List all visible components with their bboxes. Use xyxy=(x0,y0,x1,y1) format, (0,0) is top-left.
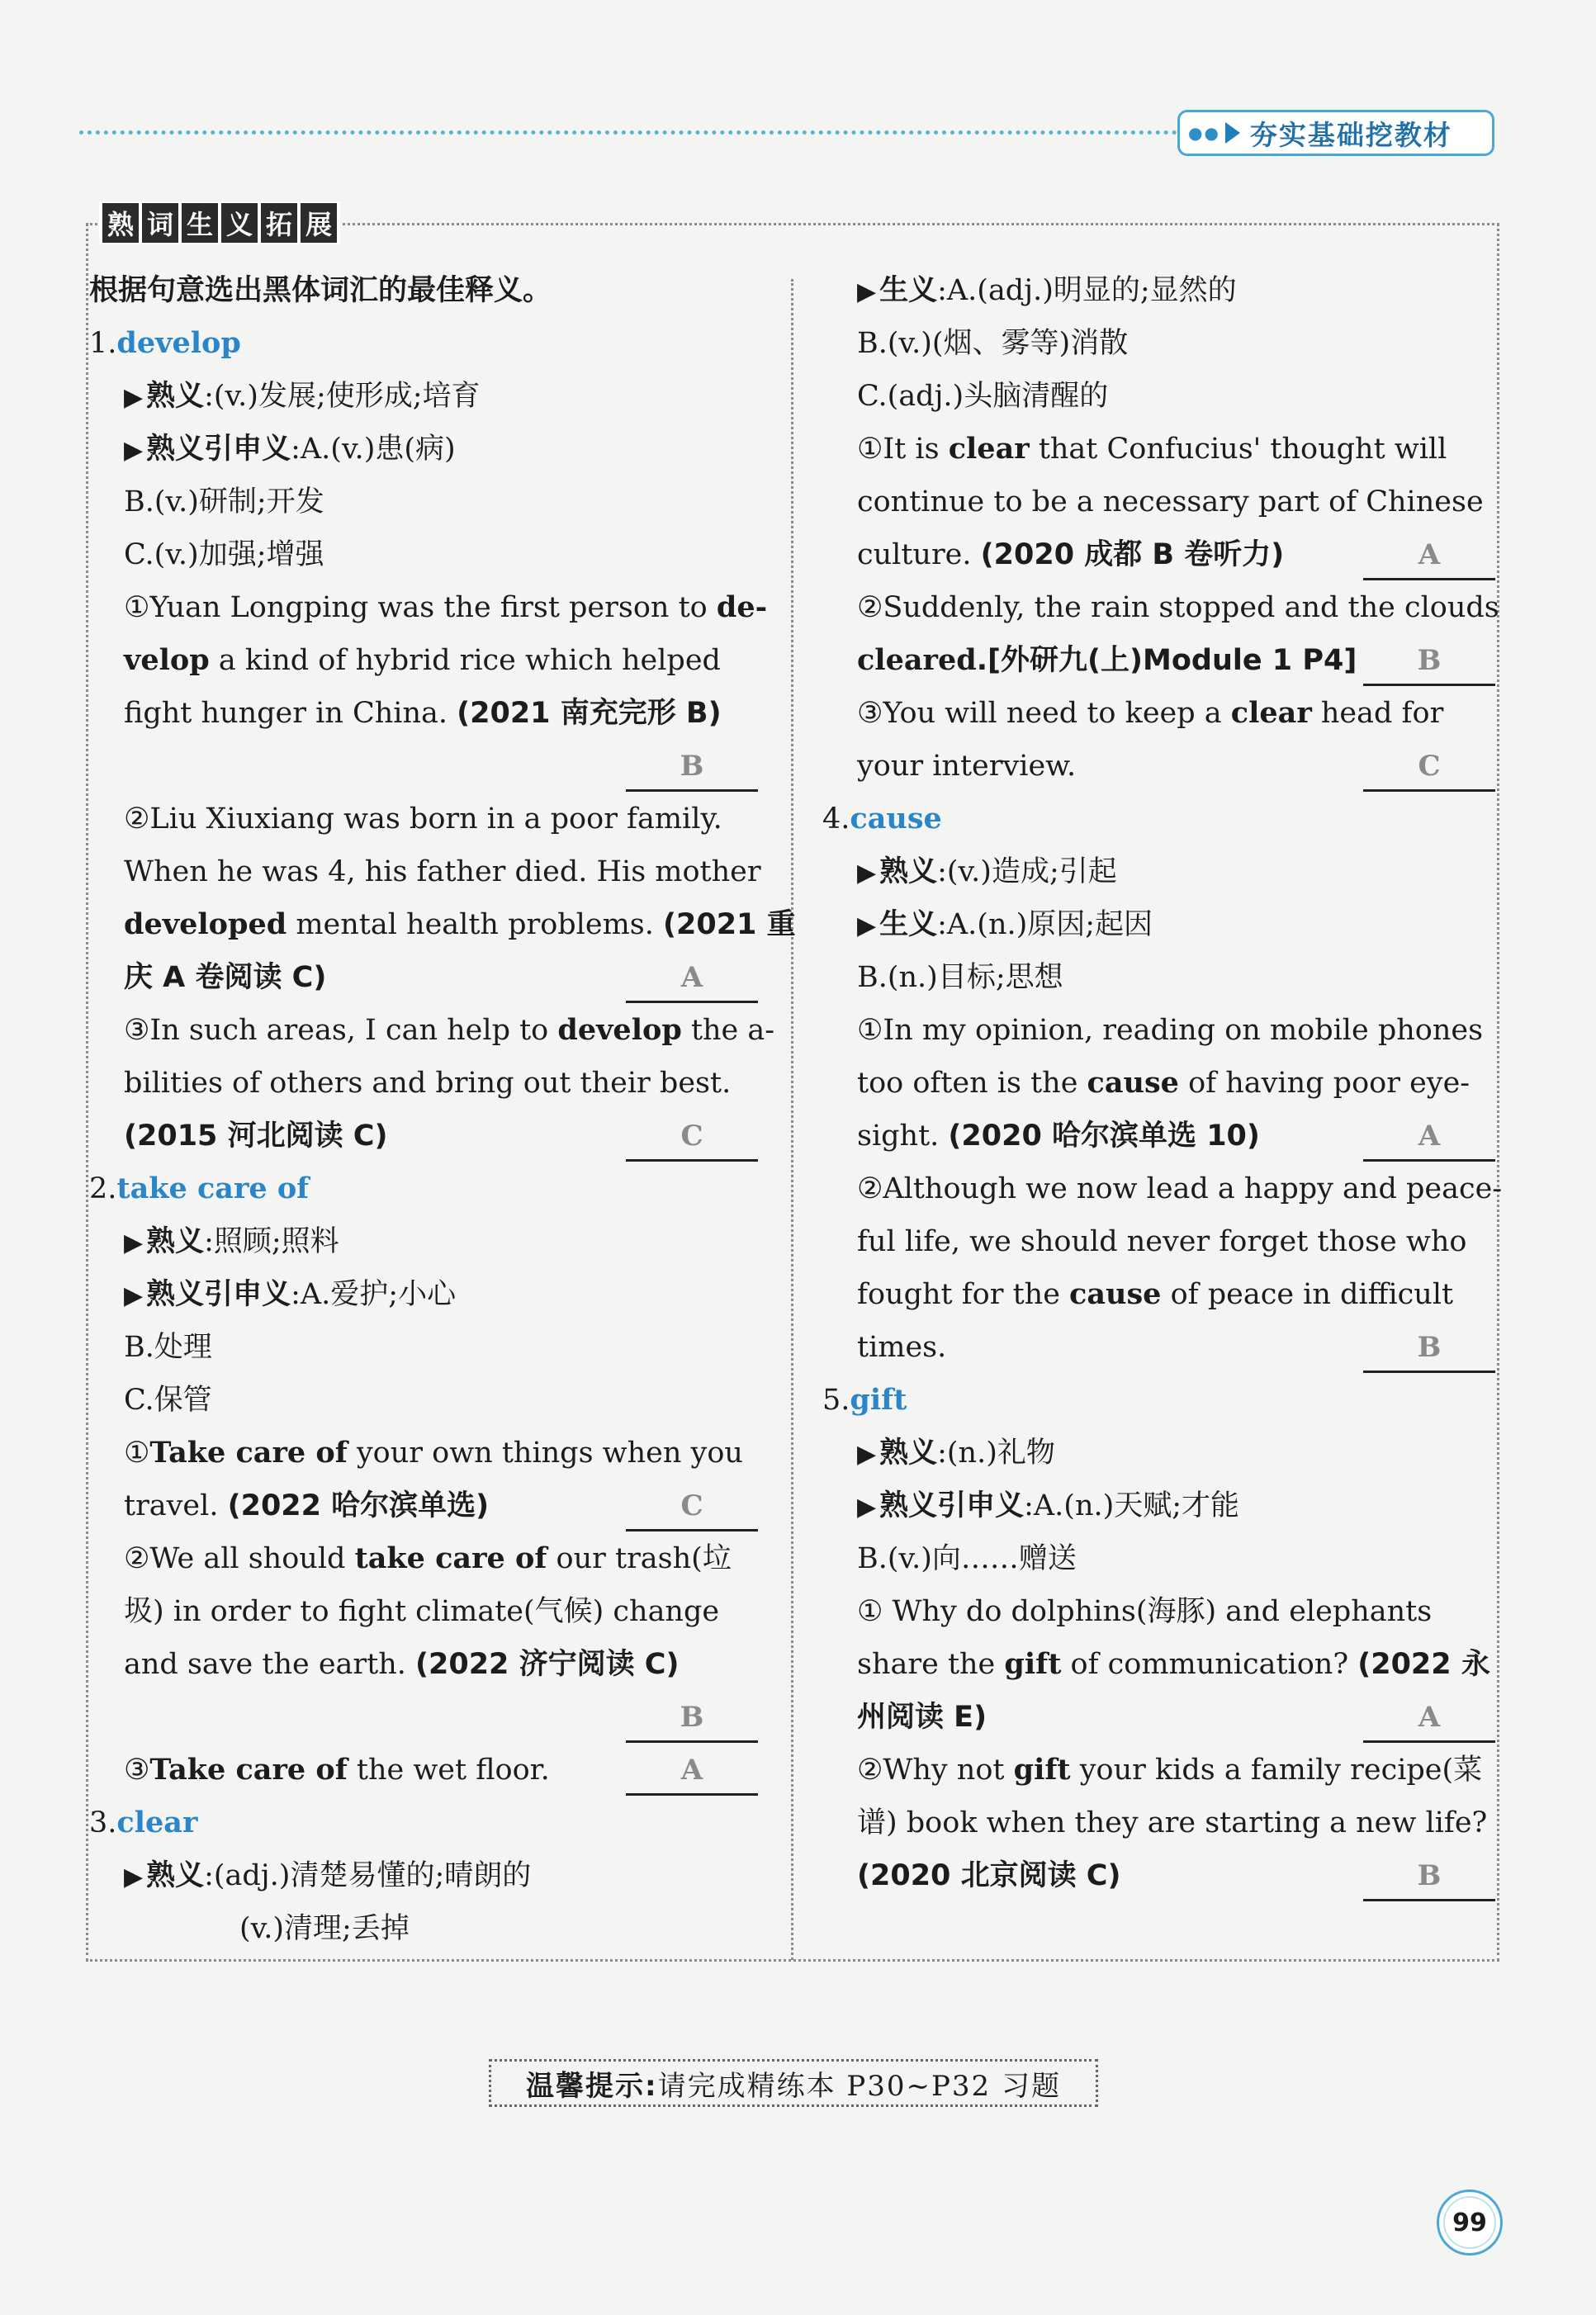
answer-blank: A xyxy=(1363,1110,1495,1162)
meaning-line: ▶ 熟义引申义:A.(n.)天赋;才能 xyxy=(857,1489,1240,1522)
instruction: 根据句意选出黑体词汇的最佳释义。 xyxy=(89,274,552,307)
reminder-tip xyxy=(489,2059,1098,2107)
example-line: ①Take care of your own things when you xyxy=(124,1436,743,1470)
source-tag: (2022 永 xyxy=(1357,1648,1490,1681)
source-tag: (2020 成都 B 卷听力) xyxy=(980,538,1285,571)
source-tag: .[外研九(上)Module 1 P4] xyxy=(976,644,1357,677)
meaning-line: ▶ 熟义引申义:A.爱护;小心 xyxy=(124,1278,457,1311)
section-title-char: 展 xyxy=(301,203,337,243)
example-line: too often is the cause of having poor eye- xyxy=(857,1066,1470,1100)
example-line: share the gift of communication? (2022 永 xyxy=(857,1647,1490,1681)
example-line: and save the earth. (2022 济宁阅读 C) xyxy=(124,1648,680,1681)
example-line: cleared.[外研九(上)Module 1 P4] B xyxy=(822,634,1495,687)
header-tag-text: 夯实基础挖教材 xyxy=(1249,118,1452,151)
triangle-icon: ▶ xyxy=(857,277,877,306)
headword: develop xyxy=(116,326,241,360)
header-dotted-rule xyxy=(79,130,1177,135)
triangle-icon: ▶ xyxy=(124,1229,144,1257)
meaning-line: B.(v.)(烟、雾等)消散 xyxy=(857,327,1129,360)
source-tag: (2022 哈尔滨单选) xyxy=(227,1489,490,1522)
example-line: ②Liu Xiuxiang was born in a poor family. xyxy=(124,802,722,836)
example-line: ②We all should take care of our trash(垃 xyxy=(124,1541,732,1575)
answer-blank: B xyxy=(1363,1849,1495,1901)
example-line: developed mental health problems. (2021 重 xyxy=(124,907,796,941)
triangle-icon: ▶ xyxy=(124,1863,144,1891)
item-heading: 5.gift xyxy=(822,1383,907,1417)
headword: clear xyxy=(116,1806,198,1839)
meaning-line: ▶ 生义:A.(adj.)明显的;显然的 xyxy=(857,274,1237,307)
answer-blank: A xyxy=(1363,1691,1495,1743)
source-tag: (2022 济宁阅读 C) xyxy=(415,1648,680,1681)
meaning-line: B.(n.)目标;思想 xyxy=(857,961,1063,994)
example-line: fought for the cause of peace in difficult xyxy=(857,1277,1454,1311)
section-title-char: 词 xyxy=(142,203,178,243)
example-line: When he was 4, his father died. His mother xyxy=(124,855,761,888)
example-line: sight. (2020 哈尔滨单选 10) A xyxy=(822,1110,1495,1162)
item-heading: 4.cause xyxy=(822,802,942,836)
meaning-line: ▶ 熟义:照顾;照料 xyxy=(124,1225,339,1258)
answer-line xyxy=(89,1691,758,1744)
example-line xyxy=(89,951,758,1004)
source-tag: (2020 哈尔滨单选 10) xyxy=(948,1120,1260,1153)
answer-blank: C xyxy=(626,1479,758,1531)
page-number: 99 xyxy=(1437,2190,1503,2256)
meaning-line: B.(v.)研制;开发 xyxy=(124,485,324,518)
meaning-line: C.保管 xyxy=(124,1384,212,1417)
answer-blank: B xyxy=(1363,1321,1495,1373)
item-heading: 1.develop xyxy=(89,326,241,360)
example-line: ②Suddenly, the rain stopped and the clouds xyxy=(857,591,1499,624)
example-line: ful life, we should never forget those who xyxy=(857,1225,1467,1258)
example-line: ②Although we now lead a happy and peace- xyxy=(857,1172,1503,1205)
answer-blank: B xyxy=(626,740,758,792)
section-title-char: 拓 xyxy=(261,203,297,243)
headword: take care of xyxy=(116,1172,310,1205)
meaning-line: B.处理 xyxy=(124,1331,212,1364)
answer-blank: C xyxy=(626,1110,758,1162)
meaning-line: B.(v.)向……赠送 xyxy=(857,1542,1077,1575)
right-column xyxy=(822,264,1503,1902)
example-line: velop a kind of hybrid rice which helped xyxy=(124,643,721,677)
example-line: ①In my opinion, reading on mobile phones xyxy=(857,1014,1484,1047)
source-tag: (2020 北京阅读 C) xyxy=(857,1859,1121,1892)
answer-blank: B xyxy=(626,1691,758,1743)
example-line xyxy=(822,1849,1495,1902)
arrow-right-icon xyxy=(1225,122,1240,144)
dots-icon: ●● xyxy=(1188,123,1220,143)
meaning-line: ▶ 生义:A.(n.)原因;起因 xyxy=(857,908,1153,941)
tip-text: 请完成精练本 P30~P32 习题 xyxy=(657,2069,1061,2103)
triangle-icon: ▶ xyxy=(857,911,877,940)
answer-blank: C xyxy=(1363,740,1495,792)
meaning-line: C.(adj.)头脑清醒的 xyxy=(857,380,1109,413)
example-line: ① Why do dolphins(海豚) and elephants xyxy=(857,1595,1433,1628)
headword: gift xyxy=(850,1383,907,1417)
section-title xyxy=(99,201,340,244)
answer-blank: A xyxy=(626,1744,758,1796)
meaning-line: ▶ 熟义:(n.)礼物 xyxy=(857,1437,1055,1470)
triangle-icon: ▶ xyxy=(857,859,877,888)
example-line: ③In such areas, I can help to develop the a- xyxy=(124,1013,775,1047)
example-line: ①Yuan Longping was the first person to de- xyxy=(124,590,768,624)
triangle-icon: ▶ xyxy=(124,436,144,465)
source-tag: (2015 河北阅读 C) xyxy=(124,1120,388,1153)
source-tag: (2021 南充完形 B) xyxy=(457,697,722,730)
section-title-char: 义 xyxy=(221,203,258,243)
triangle-icon: ▶ xyxy=(124,383,144,412)
meaning-line: C.(v.)加强;增强 xyxy=(124,538,324,571)
triangle-icon: ▶ xyxy=(857,1440,877,1469)
source-tag: (2021 重 xyxy=(663,908,796,941)
answer-blank: A xyxy=(626,951,758,1003)
example-line: times. B xyxy=(822,1321,1495,1374)
example-line xyxy=(822,1691,1495,1744)
example-line: ③You will need to keep a clear head for xyxy=(857,696,1444,730)
section-title-char: 熟 xyxy=(102,203,139,243)
column-divider xyxy=(791,279,793,1960)
left-column xyxy=(89,264,796,1955)
source-tag: 庆 A 卷阅读 C) xyxy=(124,961,327,994)
meaning-line: ▶ 熟义:(v.)发展;使形成;培育 xyxy=(124,380,481,413)
item-heading: 3.clear xyxy=(89,1806,198,1839)
meaning-line: (v.)清理;丢掉 xyxy=(239,1912,410,1945)
example-line: continue to be a necessary part of Chinese xyxy=(857,485,1484,518)
item-heading: 2.take care of xyxy=(89,1172,310,1205)
example-line: your interview. C xyxy=(822,740,1495,793)
triangle-icon: ▶ xyxy=(857,1493,877,1522)
example-line: 圾) in order to fight climate(气候) change xyxy=(124,1595,720,1628)
headword: cause xyxy=(850,802,942,836)
meaning-line: ▶ 熟义:(adj.)清楚易懂的;晴朗的 xyxy=(124,1859,532,1892)
section-title-char: 生 xyxy=(182,203,218,243)
tip-label: 温馨提示: xyxy=(526,2069,658,2103)
answer-line xyxy=(89,740,758,793)
example-line: culture. (2020 成都 B 卷听力) A xyxy=(822,528,1495,581)
answer-blank: B xyxy=(1363,634,1495,686)
section-header-tag xyxy=(1177,110,1494,156)
triangle-icon: ▶ xyxy=(124,1281,144,1310)
example-line: bilities of others and bring out their best. xyxy=(124,1067,732,1100)
source-tag: 州阅读 E) xyxy=(857,1701,987,1734)
meaning-line: ▶ 熟义:(v.)造成;引起 xyxy=(857,855,1117,888)
example-line: 谱) book when they are starting a new life? xyxy=(857,1806,1488,1839)
example-line: ①It is clear that Confucius' thought will xyxy=(857,432,1447,466)
answer-blank: A xyxy=(1363,528,1495,580)
example-line: fight hunger in China. (2021 南充完形 B) xyxy=(124,697,722,730)
example-line: ②Why not gift your kids a family recipe(菜 xyxy=(857,1753,1483,1787)
example-line: travel. (2022 哈尔滨单选) C xyxy=(89,1479,758,1532)
example-line xyxy=(89,1110,758,1162)
example-line: ③Take care of the wet floor. A xyxy=(89,1744,758,1797)
meaning-line: ▶ 熟义引申义:A.(v.)患(病) xyxy=(124,433,456,466)
